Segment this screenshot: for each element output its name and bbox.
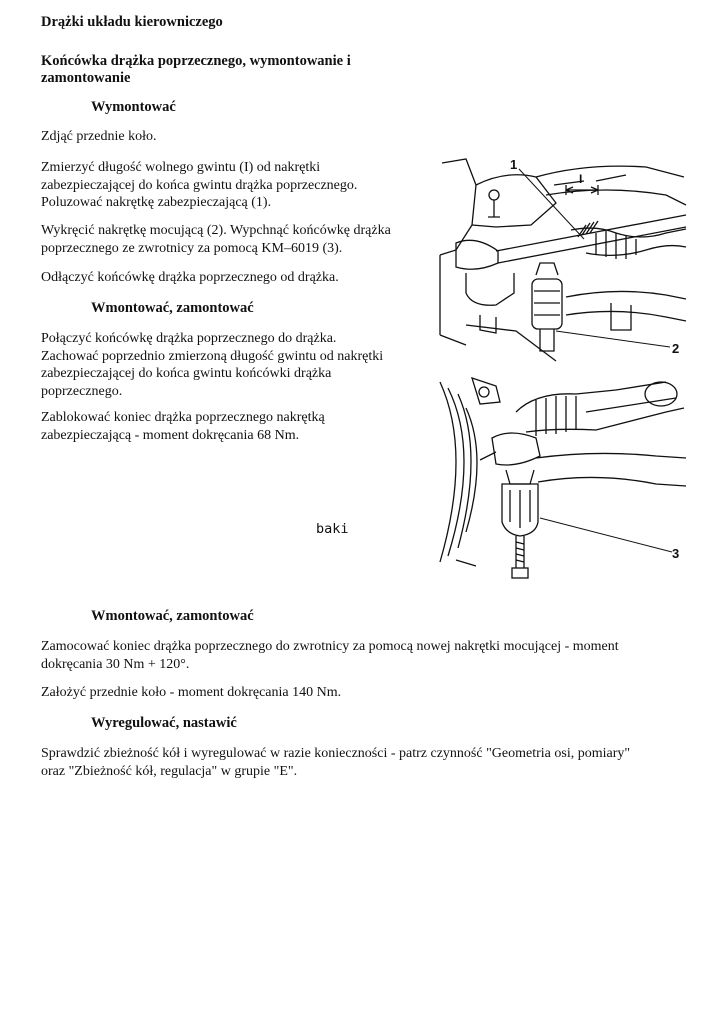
callout-label: 3 — [672, 546, 680, 561]
paragraph — [41, 222, 391, 257]
paragraph — [41, 330, 383, 400]
text-line: poprzecznego. — [41, 383, 123, 399]
text-line: Zablokować koniec drążka poprzecznego nakrętką — [41, 410, 325, 425]
text-line: oraz "Zbieżność kół, regulacja" w grupie "E". — [41, 763, 298, 779]
text-line: Sprawdzić zbieżność kół i wyregulować w razie konieczności - patrz czynność "Geometria osi, pomiary" — [41, 746, 631, 761]
text-line: Wykręcić nakrętkę mocującą (2). Wypchnąć końcówkę drążka — [41, 223, 391, 238]
paragraph — [41, 745, 630, 780]
paragraph — [41, 269, 339, 287]
text-line: Odłączyć końcówkę drążka poprzecznego od drążka. — [41, 270, 339, 285]
text-line: zabezpieczającej do końca gwintu końcówki drążka — [41, 366, 332, 381]
document-title: Drążki układu kierowniczego — [41, 14, 223, 30]
section-heading-install-2: Wmontować, zamontować — [91, 608, 254, 624]
text-line: poprzecznego ze zwrotnicy za pomocą KM–6019 (3). — [41, 240, 343, 256]
callout-label: I — [579, 172, 583, 186]
paragraph — [41, 684, 341, 702]
text-line: Zachować poprzednio zmierzoną długość gwintu od nakrętki — [41, 348, 384, 364]
callout-label: 1 — [510, 157, 518, 172]
section-heading-removal: Wymontować — [91, 99, 176, 115]
text-line: Poluzować nakrętkę zabezpieczającą (1). — [41, 195, 272, 210]
puller-tool-figure — [436, 372, 688, 582]
text-line: Zamocować koniec drążka poprzecznego do zwrotnicy za pomocą nowej nakrętki mocującej - moment — [41, 639, 619, 654]
paragraph — [41, 638, 619, 673]
text-line: dokręcania 30 Nm + 120°. — [41, 656, 190, 672]
document-subtitle: Końcówka drążka poprzecznego, wymontowanie i zamontowanie — [41, 53, 351, 86]
paragraph — [41, 409, 325, 444]
text-line: zabezpieczającej do końca gwintu drążka poprzecznego. — [41, 177, 358, 193]
text-line: Założyć przednie koło - moment dokręcania 140 Nm. — [41, 685, 342, 700]
callout-label: 2 — [672, 341, 680, 356]
text-line: Zdjąć przednie koło. — [41, 129, 157, 144]
tie-rod-end-figure — [436, 155, 688, 367]
paragraph — [41, 128, 156, 146]
section-heading-adjust: Wyregulować, nastawić — [91, 715, 237, 731]
paragraph — [41, 159, 357, 212]
text-line: Połączyć końcówkę drążka poprzecznego do drążka. — [41, 331, 337, 346]
text-line: Zmierzyć długość wolnego gwintu (I) od nakrętki — [41, 160, 321, 175]
section-heading-install: Wmontować, zamontować — [91, 300, 254, 316]
watermark-text: baki — [316, 521, 349, 537]
text-line: zabezpieczającą - moment dokręcania 68 Nm. — [41, 427, 300, 443]
